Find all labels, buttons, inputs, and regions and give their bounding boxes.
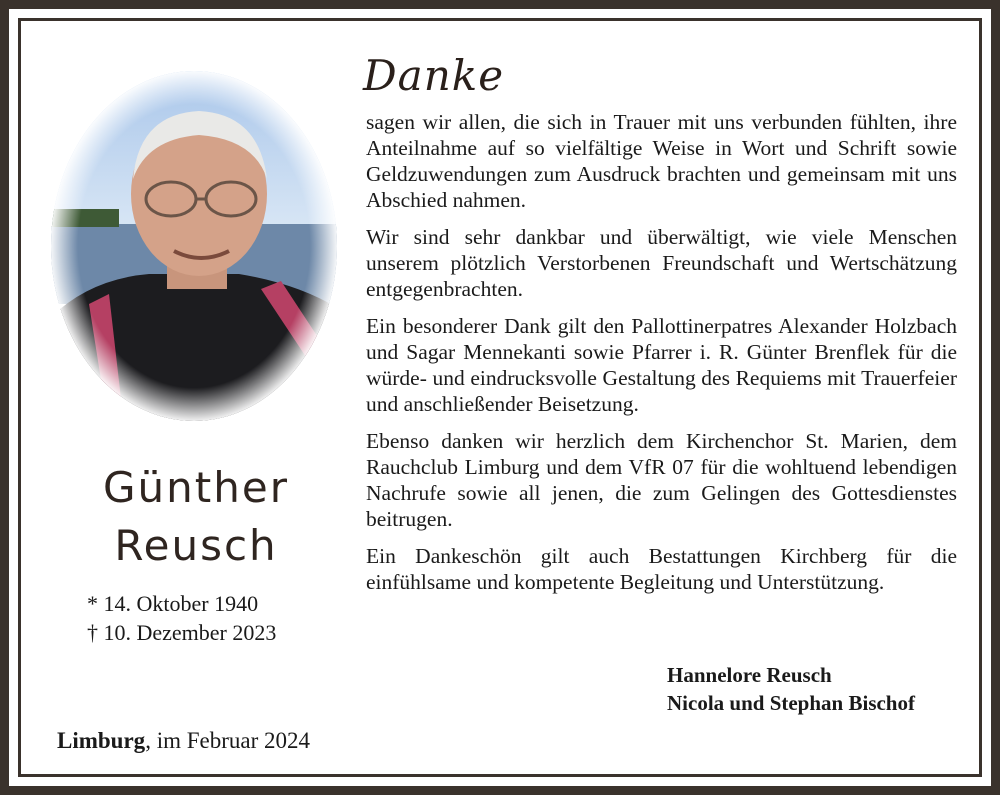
portrait-photo <box>49 69 339 424</box>
signature-line: Hannelore Reusch <box>667 663 832 687</box>
paragraph: Ein Dankeschön gilt auch Bestattungen Kirchberg für die einfühlsame und kompetente Begleitung und Unterstützung. <box>366 544 957 594</box>
place-date-line <box>57 728 310 754</box>
signature-line: Nicola und Stephan Bischof <box>667 691 915 715</box>
signatures <box>667 661 915 717</box>
obituary-card <box>18 18 982 777</box>
life-dates <box>87 589 276 647</box>
deceased-first-name: Günther <box>103 463 289 512</box>
place-date: , im Februar 2024 <box>145 728 310 753</box>
paragraph: Ebenso danken wir herzlich dem Kirchenchor St. Marien, dem Rauchclub Limburg und dem VfR 07 für die wohltuend lebendigen Nachrufe sowie all jenen, die zum Gelingen des Gottesdienstes beitrugen. <box>366 429 957 531</box>
paragraph: Ein besonderer Dank gilt den Pallottinerpatres Alexander Holzbach und Sagar Mennekanti sowie Pfarrer i. R. Günter Brenflek für die würde- und eindrucksvolle Gestaltung des Requiems mit Trauerfeier und anschließender Beisetzung. <box>366 314 957 416</box>
birth-date: * 14. Oktober 1940 <box>87 591 259 616</box>
thank-you-text <box>366 109 957 595</box>
death-date: † 10. Dezember 2023 <box>87 620 277 645</box>
paragraph: Wir sind sehr dankbar und überwältigt, wie viele Menschen unserem plötzlich Verstorbenen Freundschaft und Wertschätzung entgegenbrachten. <box>366 225 957 301</box>
place-city: Limburg <box>57 728 146 753</box>
heading-danke: Danke <box>363 51 505 100</box>
deceased-last-name: Reusch <box>114 521 278 570</box>
paragraph: sagen wir allen, die sich in Trauer mit uns verbunden fühlten, ihre Anteilnahme auf so vielfältige Weise in Wort und Schrift sowie Geldzuwendungen zum Ausdruck brachten und gemeinsam mit uns Abschied nahmen. <box>366 110 957 212</box>
